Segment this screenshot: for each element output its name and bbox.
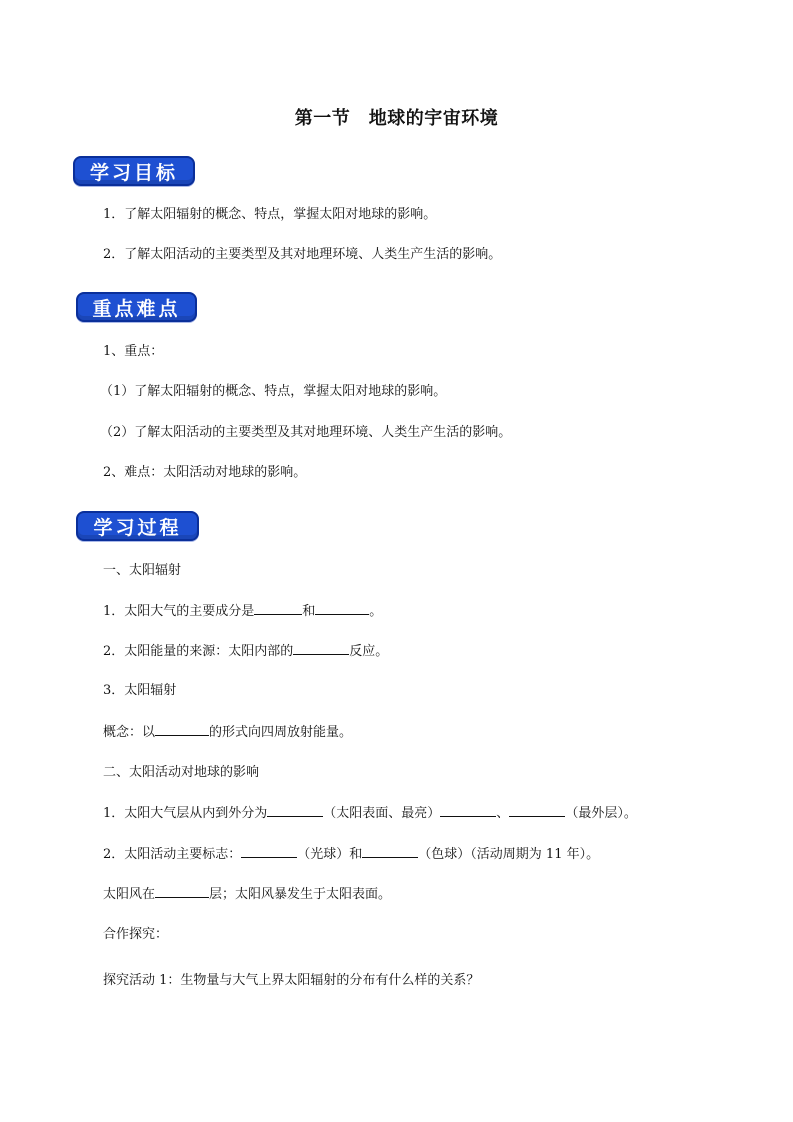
blank-field[interactable] (440, 804, 496, 817)
concept-text-b: 的形式向四周放射能量。 (209, 725, 353, 740)
difficulty-point: 2、难点：太阳活动对地球的影响。 (103, 465, 307, 480)
concept-text-a: 概念：以 (103, 725, 156, 740)
question-2 (103, 642, 388, 661)
blank-field[interactable] (155, 723, 209, 736)
blank-field[interactable] (254, 602, 302, 615)
question-4-text-a: 1．太阳大气层从内到外分为 (103, 806, 268, 821)
question-4-text-c: 、 (496, 806, 510, 821)
objective-item-2: 2．了解太阳活动的主要类型及其对地理环境、人类生产生活的影响。 (103, 247, 502, 262)
question-1-text-b: 和 (302, 604, 316, 619)
concept-line (103, 723, 352, 742)
blank-field[interactable] (509, 804, 565, 817)
blank-field[interactable] (241, 845, 297, 858)
key-point-2: （2）了解太阳活动的主要类型及其对地理环境、人类生产生活的影响。 (100, 425, 512, 440)
question-1-text-a: 1．太阳大气的主要成分是 (103, 604, 255, 619)
section-solar-activity: 二、太阳活动对地球的影响 (103, 765, 260, 780)
question-3: 3．太阳辐射 (103, 683, 177, 698)
key-point-1: （1）了解太阳辐射的概念、特点，掌握太阳对地球的影响。 (100, 384, 447, 399)
question-1 (103, 602, 382, 621)
blank-field[interactable] (293, 642, 349, 655)
question-5-text-a: 2．太阳活动主要标志： (103, 847, 242, 862)
badge-objectives: 学习目标 (73, 156, 195, 186)
badge-process: 学习过程 (76, 511, 199, 541)
section-solar-radiation: 一、太阳辐射 (103, 563, 182, 578)
blank-field[interactable] (267, 804, 323, 817)
blank-field[interactable] (315, 602, 369, 615)
question-2-text-b: 反应。 (349, 644, 389, 659)
question-4 (103, 804, 637, 823)
question-4-text-b: （太阳表面、最亮） (323, 806, 441, 821)
solar-wind-text-a: 太阳风在 (103, 887, 156, 902)
blank-field[interactable] (155, 885, 209, 898)
solar-wind-text-b: 层；太阳风暴发生于太阳表面。 (209, 887, 392, 902)
question-1-text-c: 。 (369, 604, 383, 619)
solar-wind-line (103, 885, 391, 904)
question-4-text-d: （最外层）。 (565, 806, 637, 821)
blank-field[interactable] (362, 845, 418, 858)
key-points-heading: 1、重点： (103, 344, 164, 359)
cooperative-inquiry-heading: 合作探究： (103, 927, 169, 942)
question-5-text-b: （光球）和 (297, 847, 363, 862)
badge-key-points: 重点难点 (76, 292, 197, 322)
question-5 (103, 845, 599, 864)
question-5-text-c: （色球）（活动周期为 11 年）。 (418, 847, 600, 862)
inquiry-activity-1: 探究活动 1：生物量与大气上界太阳辐射的分布有什么样的关系？ (103, 973, 480, 988)
page-title: 第一节 地球的宇宙环境 (294, 108, 499, 129)
objective-item-1: 1．了解太阳辐射的概念、特点，掌握太阳对地球的影响。 (103, 207, 437, 222)
question-2-text-a: 2．太阳能量的来源：太阳内部的 (103, 644, 294, 659)
